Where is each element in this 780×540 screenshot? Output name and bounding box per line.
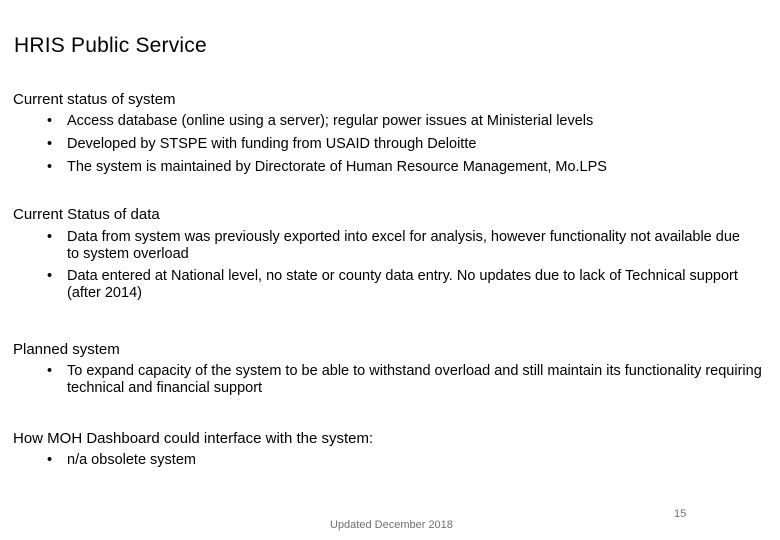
section-heading-moh-dashboard-interface: How MOH Dashboard could interface with the system: [13,430,374,447]
list-item: • Access database (online using a server); regular power issues at Ministerial levels [47,113,594,129]
list-item: • The system is maintained by Directorate of Human Resource Management, Mo.LPS [47,159,607,175]
bullet-icon: • [47,159,53,175]
footer-date: Updated December 2018 [330,519,453,531]
list-item: • Developed by STSPE with funding from USAID through Deloitte [47,136,477,152]
bullet-list-planned-system [47,363,775,403]
bullet-list-moh-dashboard-interface [47,452,747,475]
list-item: • n/a obsolete system [47,452,196,468]
bullet-icon: • [47,136,53,152]
bullet-icon: • [47,363,53,379]
list-item: • Data from system was previously exported into excel for analysis, however functionality not available due to system overload [47,229,740,262]
list-item: • Data entered at National level, no state or county data entry. No updates due to lack of Technical support (after 2014) [47,268,738,301]
bullet-list-current-status-of-system [47,113,747,182]
bullet-list-current-status-of-data [47,229,747,308]
section-heading-current-status-of-data: Current Status of data [13,206,160,223]
bullet-icon: • [47,268,53,284]
bullet-icon: • [47,229,53,245]
section-heading-current-status-of-system: Current status of system [13,91,176,108]
page-title: HRIS Public Service [14,34,207,57]
bullet-icon: • [47,452,53,468]
section-heading-planned-system: Planned system [13,341,120,358]
page-number: 15 [674,508,687,520]
list-item: • To expand capacity of the system to be able to withstand overload and still maintain its functionality requiring technical and financial support [47,363,762,396]
bullet-icon: • [47,113,53,129]
